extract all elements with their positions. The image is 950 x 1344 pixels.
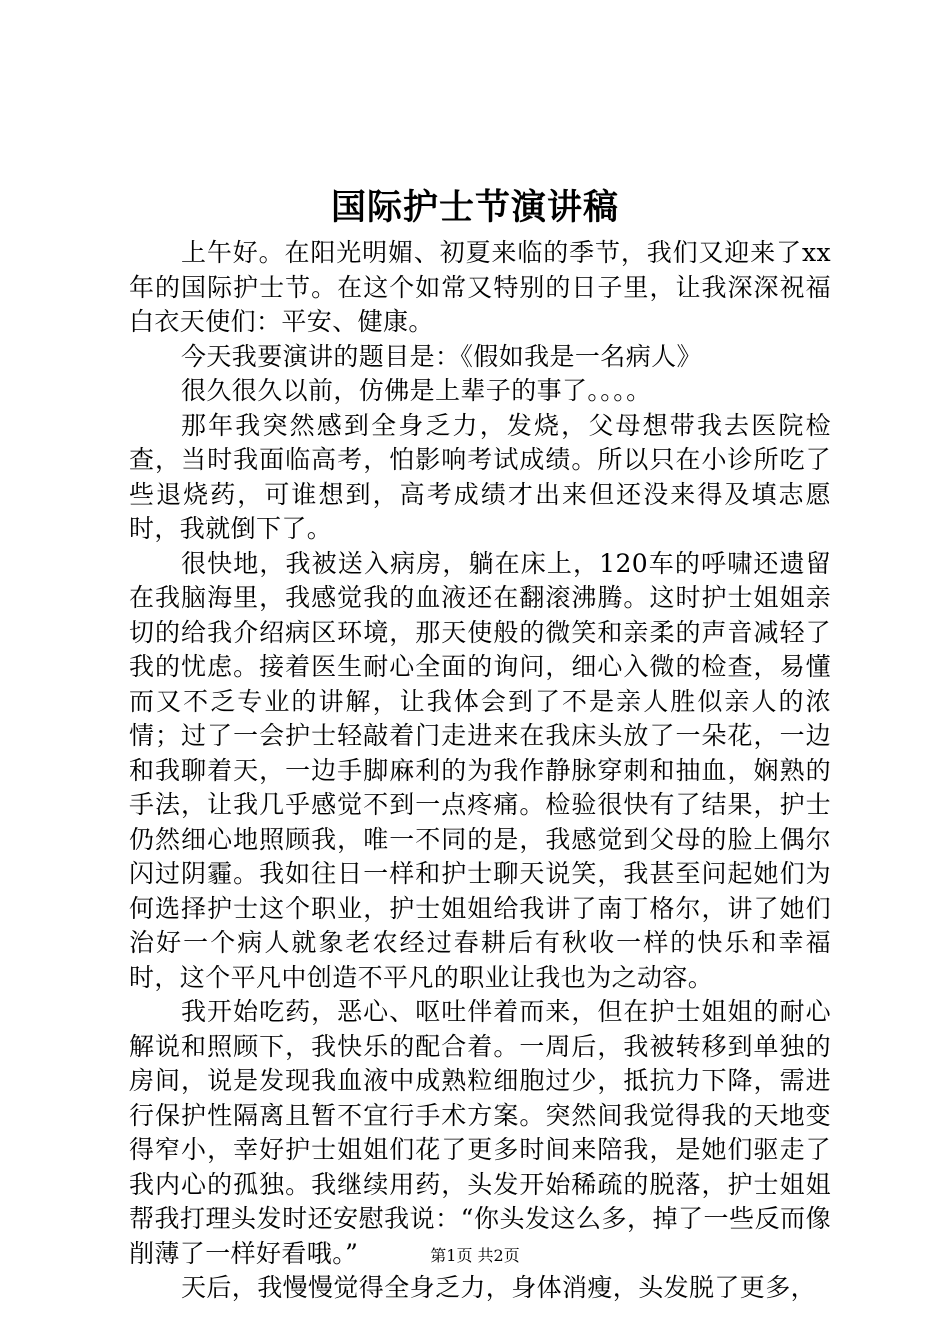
document-body xyxy=(129,236,831,1306)
paragraph-fever: 那年我突然感到全身乏力，发烧，父母想带我去医院检查，当时我面临高考，怕影响考试成绩。所以只在小诊所吃了些退烧药，可谁想到，高考成绩才出来但还没来得及填志愿时，我就倒下了。 xyxy=(129,410,831,543)
paragraph-greeting: 上午好。在阳光明媚、初夏来临的季节，我们又迎来了xx年的国际护士节。在这个如常又特别的日子里，让我深深祝福白衣天使们：平安、健康。 xyxy=(129,238,831,336)
paragraph-topic: 今天我要演讲的题目是：《假如我是一名病人》 xyxy=(181,341,702,371)
page-number-footer: 第1页 共2页 xyxy=(430,1246,520,1265)
paragraph-hospital: 很快地，我被送入病房，躺在床上，120车的呼啸还遗留在我脑海里，我感觉我的血液还在翻滚沸腾。这时护士姐姐亲切的给我介绍病区环境，那天使般的微笑和亲柔的声音减轻了我的忧虑。接着医生耐心全面的询问，细心入微的检查，易懂而又不乏专业的讲解，让我体会到了不是亲人胜似亲人的浓情；过了一会护士轻敲着门走进来在我床头放了一朵花，一边和我聊着天，一边手脚麻利的为我作静脉穿刺和抽血，娴熟的手法，让我几乎感觉不到一点疼痛。检验很快有了结果，护士仍然细心地照顾我，唯一不同的是，我感觉到父母的脸上偶尔闪过阴霾。我如往日一样和护士聊天说笑，我甚至问起她们为何选择护士这个职业，护士姐姐给我讲了南丁格尔，讲了她们治好一个病人就象老农经过春耕后有秋收一样的快乐和幸福时，这个平凡中创造不平凡的职业让我也为之动容。 xyxy=(129,548,831,992)
paragraph-medication: 我开始吃药，恶心、呕吐伴着而来，但在护士姐姐的耐心解说和照顾下，我快乐的配合着。一周后，我被转移到单独的房间，说是发现我血液中成熟粒细胞过少，抵抗力下降，需进行保护性隔离且暂不宜行手术方案。突然间我觉得我的天地变得窄小，幸好护士姐姐们花了更多时间来陪我，是她们驱走了我内心的孤独。我继续用药，头发开始稀疏的脱落，护士姐姐帮我打理头发时还安慰我说：“你头发这么多，掉了一些反而像削薄了一样好看哦。” xyxy=(129,997,831,1268)
paragraph-days-later: 天后，我慢慢觉得全身乏力，身体消瘦，头发脱了更多， xyxy=(181,1273,817,1302)
document-title: 国际护士节演讲稿 xyxy=(330,187,619,228)
paragraph-long-ago: 很久很久以前，仿佛是上辈子的事了。。。。 xyxy=(181,376,652,405)
